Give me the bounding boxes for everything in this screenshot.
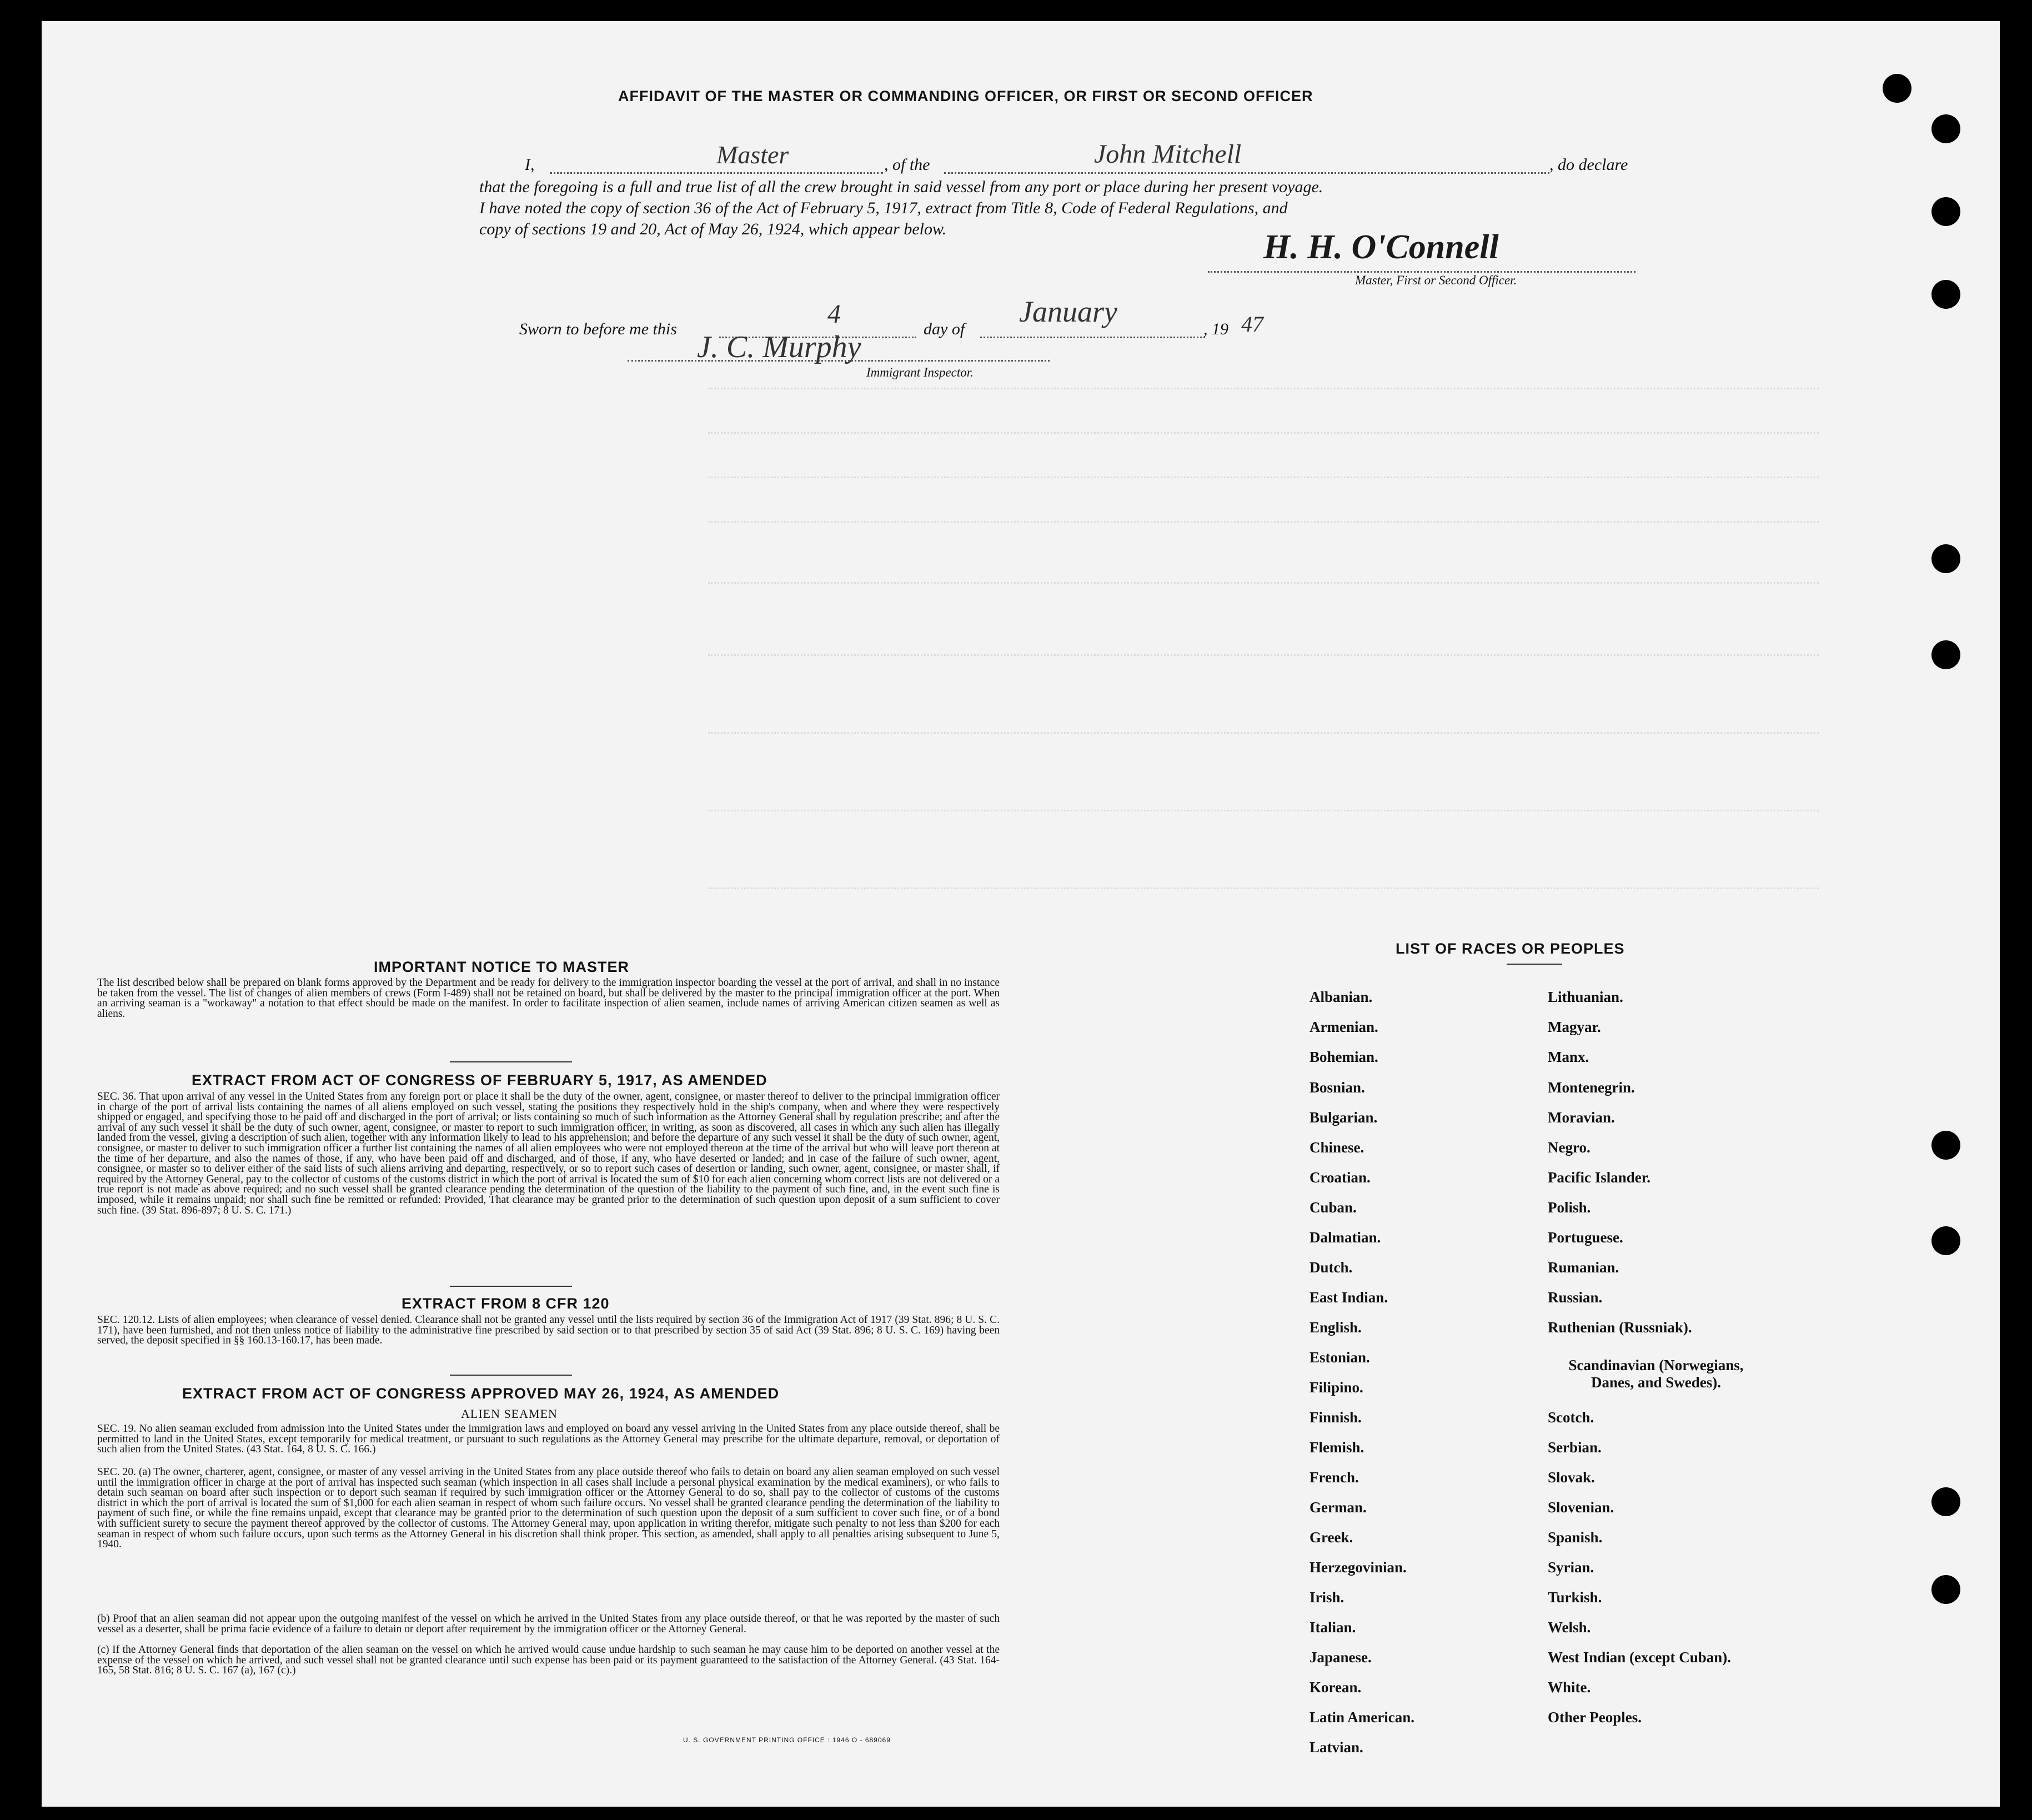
inspector-signature-handwritten: J. C. Murphy bbox=[697, 330, 861, 364]
divider bbox=[450, 1375, 572, 1376]
extract-1917-title: EXTRACT FROM ACT OF CONGRESS OF FEBRUARY 5, 1917, AS AMENDED bbox=[192, 1072, 767, 1089]
race-item: Montenegrin. bbox=[1548, 1079, 1635, 1096]
races-title: LIST OF RACES OR PEOPLES bbox=[1396, 940, 1625, 957]
race-item: Scotch. bbox=[1548, 1409, 1594, 1426]
do-declare-label: , do declare bbox=[1549, 156, 1628, 174]
race-item: Lithuanian. bbox=[1548, 989, 1623, 1005]
race-item: English. bbox=[1309, 1319, 1362, 1336]
declaration-line-4: copy of sections 19 and 20, Act of May 26, 1924, which appear below. bbox=[479, 220, 947, 238]
punch-hole bbox=[1931, 114, 1960, 143]
master-caption: Master, First or Second Officer. bbox=[1355, 273, 1517, 287]
race-item: Turkish. bbox=[1548, 1589, 1602, 1606]
race-item: French. bbox=[1309, 1469, 1359, 1486]
race-item: Chinese. bbox=[1309, 1139, 1364, 1156]
declaration-line-3: I have noted the copy of section 36 of the Act of February 5, 1917, extract from Title 8, Code of Federal Regulations, and bbox=[479, 199, 1288, 217]
day-handwritten: 4 bbox=[827, 299, 841, 329]
race-item: Pacific Islander. bbox=[1548, 1169, 1650, 1186]
declaration-line-2: that the foregoing is a full and true list of all the crew brought in said vessel from any port or place during her present voyage. bbox=[479, 178, 1323, 196]
punch-hole bbox=[1931, 197, 1960, 226]
notice-text: The list described below shall be prepared on blank forms approved by the Department and be ready for delivery to the immigration inspector boarding the vessel at the port of arrival, and shall in no instance be taken from the vessel. The list of changes of alien members of crews (Form I-489) shall not be retained on board, but shall be delivered by the master to the principal immigration officer at the port. When an arriving seaman is a "workaway" a notation to that effect should be made on the manifest. In order to facilitate inspection of alien seamen, include names of arriving American citizen seamen as well as aliens. bbox=[97, 977, 1000, 1020]
year-handwritten: 47 bbox=[1241, 312, 1263, 337]
of-the-label: , of the bbox=[884, 156, 930, 174]
race-item: Latin American. bbox=[1309, 1709, 1414, 1726]
day-of-label: day of bbox=[924, 320, 965, 338]
race-item: Latvian. bbox=[1309, 1739, 1363, 1756]
sworn-label: Sworn to before me this bbox=[519, 320, 677, 338]
race-item: Scandinavian (Norwegians, Danes, and Swedes). bbox=[1568, 1357, 1744, 1391]
extract-1924-sec20b: (b) Proof that an alien seaman did not appear upon the outgoing manifest of the vessel on which he arrived in the United States from any place outside thereof, or that he was reported by the master of such vessel as a deserter, shall be prima facie evidence of a failure to detain or deport after requirement by the immigration officer or the Attorney General. bbox=[97, 1613, 1000, 1635]
race-item: Dalmatian. bbox=[1309, 1229, 1381, 1246]
race-item: Syrian. bbox=[1548, 1559, 1594, 1576]
race-item: Slovenian. bbox=[1548, 1499, 1614, 1516]
race-item: Rumanian. bbox=[1548, 1259, 1619, 1276]
vessel-handwritten: John Mitchell bbox=[1094, 139, 1242, 169]
race-item: Croatian. bbox=[1309, 1169, 1371, 1186]
race-item: Irish. bbox=[1309, 1589, 1344, 1606]
race-item: Negro. bbox=[1548, 1139, 1591, 1156]
race-item: Polish. bbox=[1548, 1199, 1591, 1216]
punch-hole bbox=[1931, 544, 1960, 573]
extract-1924-sec19: SEC. 19. No alien seaman excluded from admission into the United States under the immigration laws and employed on board any vessel arriving in the United States from any place outside thereof, shall be permitted to land in the United States, except temporarily for medical treatment, or pursuant to such regulations as the Attorney General may prescribe for the ultimate departure, removal, or deportation of such alien from the United States. (43 Stat. 164, 8 U. S. C. 166.) bbox=[97, 1423, 1000, 1456]
race-item: Magyar. bbox=[1548, 1019, 1601, 1035]
punch-hole bbox=[1931, 1575, 1960, 1604]
race-item: West Indian (except Cuban). bbox=[1548, 1649, 1732, 1666]
rank-handwritten: Master bbox=[716, 141, 789, 169]
race-item: Korean. bbox=[1309, 1679, 1362, 1696]
punch-hole bbox=[1931, 1487, 1960, 1516]
race-item: Welsh. bbox=[1548, 1619, 1591, 1636]
punch-hole bbox=[1931, 1226, 1960, 1255]
race-item: Other Peoples. bbox=[1548, 1709, 1642, 1726]
race-item: Cuban. bbox=[1309, 1199, 1357, 1216]
declaration-line-1 bbox=[483, 139, 1644, 176]
race-item: Bulgarian. bbox=[1309, 1109, 1378, 1126]
race-item: Albanian. bbox=[1309, 989, 1373, 1005]
printer-imprint: U. S. GOVERNMENT PRINTING OFFICE : 1946 O - 689069 bbox=[683, 1736, 891, 1744]
race-item: Japanese. bbox=[1309, 1649, 1372, 1666]
punch-hole bbox=[1931, 640, 1960, 669]
race-item: Filipino. bbox=[1309, 1379, 1363, 1396]
punch-hole bbox=[1883, 74, 1911, 103]
race-item: Portuguese. bbox=[1548, 1229, 1623, 1246]
punch-hole bbox=[1931, 280, 1960, 309]
vessel-field bbox=[944, 154, 1549, 174]
extract-cfr-title: EXTRACT FROM 8 CFR 120 bbox=[402, 1295, 610, 1312]
race-item: Spanish. bbox=[1548, 1529, 1603, 1546]
notice-title: IMPORTANT NOTICE TO MASTER bbox=[374, 959, 629, 975]
race-item: Moravian. bbox=[1548, 1109, 1615, 1126]
extract-cfr-text: SEC. 120.12. Lists of alien employees; when clearance of vessel denied. Clearance shall not be granted any vessel until the lists required by section 36 of the Immigration Act of 1917 (39 Stat. 896; 8 U. S. C. 171), have been furnished, and not then unless notice of liability to the administrative fine prescribed by said section or to that prescribed by section 35 of said Act (39 Stat. 896; 8 U. S. C. 169) having been served, the deposit specified in §§ 160.13-160.17, has been made. bbox=[97, 1314, 1000, 1347]
race-item: Russian. bbox=[1548, 1289, 1603, 1306]
race-item: Flemish. bbox=[1309, 1439, 1364, 1456]
race-item: Serbian. bbox=[1548, 1439, 1602, 1456]
race-item: Slovak. bbox=[1548, 1469, 1595, 1486]
month-handwritten: January bbox=[1019, 295, 1117, 328]
extract-1924-sec20c: (c) If the Attorney General finds that deportation of the alien seaman on the vessel on which he arrived would cause undue hardship to such seaman he may cause him to be deported on another vessel at the expense of the vessel on which he arrived, and such vessel shall not be granted clearance until such expense has been paid or its payment guaranteed to the satisfaction of the Attorney General. (43 Stat. 164-165, 58 Stat. 816; 8 U. S. C. 167 (a), 167 (c).) bbox=[97, 1644, 1000, 1677]
extract-1924-subtitle: ALIEN SEAMEN bbox=[461, 1407, 558, 1421]
extract-1917-text: SEC. 36. That upon arrival of any vessel in the United States from any foreign port or place it shall be the duty of the owner, agent, consignee, or master thereof to deliver to the principal immigration officer in charge of the port of arrival lists containing the names of all aliens employed on such vessel, stating the positions they respectively hold in the ship's company, when and where they were respectively shipped or engaged, and specifying those to be paid off and discharged in the port of arrival; or lists containing so much of such information as the Attorney General shall by regulation prescribe; and after the arrival of any such vessel it shall be the duty of such owner, agent, consignee, or master to report to such immigration officer, in writing, as soon as discovered, all cases in which any such alien has illegally landed from the vessel, giving a description of such alien, together with any information likely to lead to his apprehension; and before the departure of any such vessel it shall be the duty of such owner, agent, consignee, or master to deliver to such immigration officer a further list containing the names of all alien employees who were not employed thereon at the time of the arrival but who will leave port thereon at the time of her departure, and also the names of those, if any, who have been paid off and discharged, and of those, if any, who have deserted or landed; and in case of the failure of such owner, agent, consignee, or master so to deliver either of the said lists of such aliens arriving and departing, respectively, or so to report such cases of desertion or landing, such owner, agent, consignee, or master shall, if required by the Attorney General, pay to the collector of customs of the customs district in which the port of arrival is located the sum of $10 for each alien concerning whom correct lists are not delivered or a true report is not made as above required; and no such vessel shall be granted clearance pending the determination of the question of the liability to the payment of such fine, and, in the event such fine is imposed, while it remains unpaid; nor shall such fine be remitted or refunded: Provided, That clearance may be granted prior to the determination of such question upon deposit of a sum sufficient to cover such fine. (39 Stat. 896-897; 8 U. S. C. 171.) bbox=[97, 1091, 1000, 1216]
document-page bbox=[42, 21, 2000, 1807]
master-signature-handwritten: H. H. O'Connell bbox=[1263, 228, 1499, 266]
race-item: Armenian. bbox=[1309, 1019, 1378, 1035]
i-label: I, bbox=[525, 156, 535, 174]
race-item: Dutch. bbox=[1309, 1259, 1353, 1276]
race-item: Finnish. bbox=[1309, 1409, 1362, 1426]
race-item: Manx. bbox=[1548, 1049, 1589, 1065]
inspector-caption: Immigrant Inspector. bbox=[866, 365, 974, 379]
divider bbox=[450, 1061, 572, 1062]
race-item: Herzegovinian. bbox=[1309, 1559, 1407, 1576]
race-item: Greek. bbox=[1309, 1529, 1353, 1546]
race-item: Ruthenian (Russniak). bbox=[1548, 1319, 1692, 1336]
extract-1924-sec20a: SEC. 20. (a) The owner, charterer, agent, consignee, or master of any vessel arriving in the United States from any place outside thereof who fails to detain on board any alien seaman employed on such vessel until the immigration officer in charge at the port of arrival has inspected such seaman (which inspection in all cases shall include a personal physical examination by the medical examiners), or who fails to detain such seaman on board after such inspection or to deport such seaman if required by such immigration officer or the Attorney General to do so, shall pay to the collector of customs of the customs district in which the port of arrival is located the sum of $1,000 for each alien seaman in respect of whom such failure occurs. No vessel shall be granted clearance pending the determination of the liability to payment of such fine, or while the fine remains unpaid, except that clearance may be granted prior to the determination of such question upon the deposit of a sum sufficient to cover such fine, or of a bond with sufficient surety to secure the payment thereof approved by the collector of customs. The Attorney General may, upon application in writing therefor, mitigate such penalty to not less than $200 for each seaman in respect of whom such failure occurs, upon such terms as the Attorney General in his discretion shall think proper. This section, as amended, shall apply to all penalties arising subsequent to June 5, 1940. bbox=[97, 1466, 1000, 1551]
year-prefix: , 19 bbox=[1203, 320, 1228, 338]
race-item: Italian. bbox=[1309, 1619, 1356, 1636]
race-item: Bosnian. bbox=[1309, 1079, 1365, 1096]
race-item: East Indian. bbox=[1309, 1289, 1388, 1306]
punch-hole bbox=[1931, 1131, 1960, 1160]
divider bbox=[1507, 964, 1562, 965]
extract-1924-title: EXTRACT FROM ACT OF CONGRESS APPROVED MAY 26, 1924, AS AMENDED bbox=[182, 1385, 780, 1402]
sworn-line bbox=[519, 295, 1386, 338]
affidavit-title: AFFIDAVIT OF THE MASTER OR COMMANDING OFFICER, OR FIRST OR SECOND OFFICER bbox=[618, 88, 1313, 104]
race-item: Bohemian. bbox=[1309, 1049, 1378, 1065]
race-item: White. bbox=[1548, 1679, 1591, 1696]
divider bbox=[450, 1286, 572, 1287]
race-item: German. bbox=[1309, 1499, 1367, 1516]
race-item: Estonian. bbox=[1309, 1349, 1370, 1366]
